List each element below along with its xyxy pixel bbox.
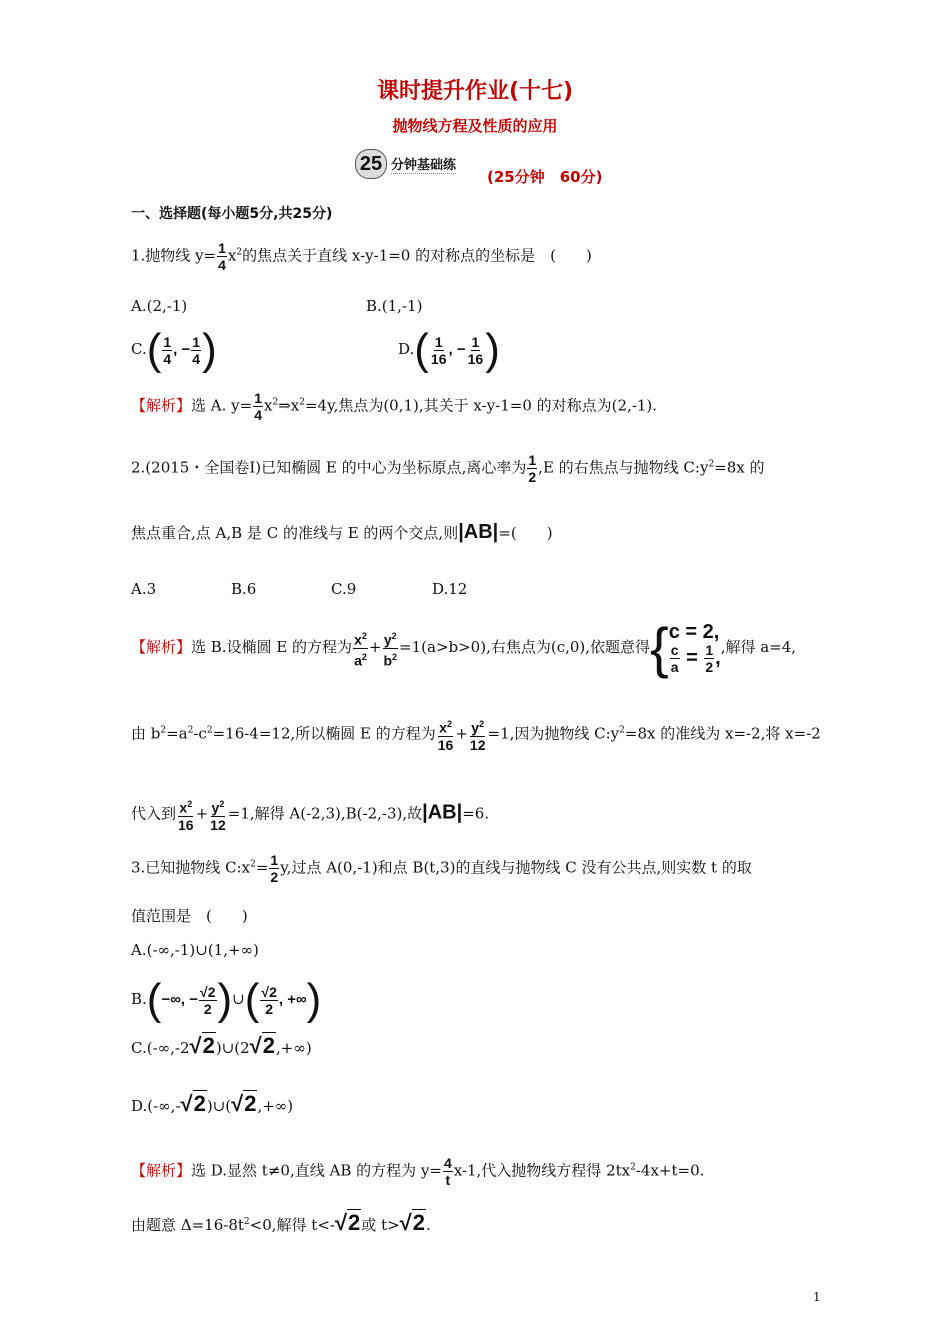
page-title: 课时提升作业(十七)	[376, 79, 574, 104]
abs-ab: |AB|	[458, 521, 499, 543]
badge-label: 分钟基础练	[391, 154, 456, 174]
q2-answer-line1: 【解析】选 B.设椭圆 E 的方程为 $\frac{x^2}{a^2}$ + $\frac{y^2}{b^2}$ =1(a>b>0),右焦点为(c,0),依题意得{ c = 2, $\frac{c}{a}$ = $\frac{1}{2}$ , ,解得 a=4,	[131, 616, 797, 679]
q3-stem-line2: 值范围是 ( )	[131, 907, 248, 925]
q2-option-a: A.3	[131, 580, 157, 598]
equation-system: c = 2, $\frac{c}{a}$ = $\frac{1}{2}$ ,	[668, 620, 721, 675]
q2-option-c: C.9	[331, 580, 357, 598]
q2-answer-line3: 代入到 $\frac{x^2}{16}$ + $\frac{y^2}{12}$ =1,解得 A(-2,3),B(-2,-3),故|AB|=6.	[131, 796, 489, 833]
q2-stem-line1: 2.(2015・全国卷Ⅰ)已知椭圆 E 的中心为坐标原点,离心率为 $\frac{1}{2}$ ,E 的右焦点与抛物线 $C:y^2=8x$ 的	[131, 452, 765, 485]
q1-answer: 【解析】选 A. y= $\frac{1}{4}$ $x^2\Rightarrow x^2=4y$,焦点为(0,1),其关于 x-y-1=0 的对称点为(2,-1).	[131, 390, 658, 423]
timer-badge	[355, 149, 456, 179]
q1-fraction: $\frac{1}{4}$	[218, 240, 226, 273]
q1-option-c: C.( $\frac{1}{4}$ , − $\frac{1}{4}$ )	[131, 325, 217, 374]
answer-tag: 【解析】	[131, 396, 192, 415]
q3-option-c: C.(-∞,-2√2)∪(2√2,+∞)	[131, 1033, 312, 1058]
q3-stem-line1: 3.已知抛物线 $C:x^2=$ $\frac{1}{2}$ y,过点 A(0,-1)和点 B(t,3)的直线与抛物线 C 没有公共点,则实数 t 的取	[131, 852, 752, 885]
page-number: 1	[813, 1290, 821, 1304]
badge-number: 25	[355, 149, 387, 179]
q1-option-b: B.(1,-1)	[366, 297, 423, 315]
q2-option-d: D.12	[432, 580, 468, 598]
q1-option-a: A.(2,-1)	[131, 297, 188, 315]
q3-option-d: D.(-∞,-√2)∪(√2,+∞)	[131, 1091, 294, 1116]
q3-option-b: B.(−∞, − $\frac{√2}{2}$ )∪( $\frac{√2}{2}$ , +∞)	[131, 975, 322, 1024]
q3-option-a: A.(-∞,-1)∪(1,+∞)	[131, 941, 259, 959]
page-subtitle: 抛物线方程及性质的应用	[392, 117, 558, 135]
q1-stem: 1.抛物线 y= $\frac{1}{4}$ $x^2$的焦点关于直线 x-y-1=0 的对称点的坐标是 ( )	[131, 240, 592, 273]
q1-option-d: D.( $\frac{1}{16}$ , − $\frac{1}{16}$ )	[398, 325, 500, 374]
time-info: (25分钟 60分)	[487, 168, 603, 186]
q3-answer-line2: 由题意 $\Delta=16-8t^2<0$,解得 t<-√2或 t>√2.	[131, 1210, 431, 1235]
q2-answer-line2: 由 $b^2=a^2-c^2=16-4=12$,所以椭圆 E 的方程为 $\frac{x^2}{16}$ + $\frac{y^2}{12}$ =1,因为抛物线 $C:y^2=8x$ 的准线为 x=-2,将 x=-2	[131, 716, 821, 753]
section-heading: 一、选择题(每小题5分,共25分)	[131, 206, 333, 222]
q2-option-b: B.6	[231, 580, 257, 598]
q2-stem-line2: 焦点重合,点 A,B 是 C 的准线与 E 的两个交点,则|AB|=( )	[131, 521, 553, 543]
q3-answer-line1: 【解析】选 D.显然 t≠0,直线 AB 的方程为 y= $\frac{4}{t}$ x-1,代入抛物线方程得 $2tx^2-4x+t=0$.	[131, 1155, 705, 1188]
